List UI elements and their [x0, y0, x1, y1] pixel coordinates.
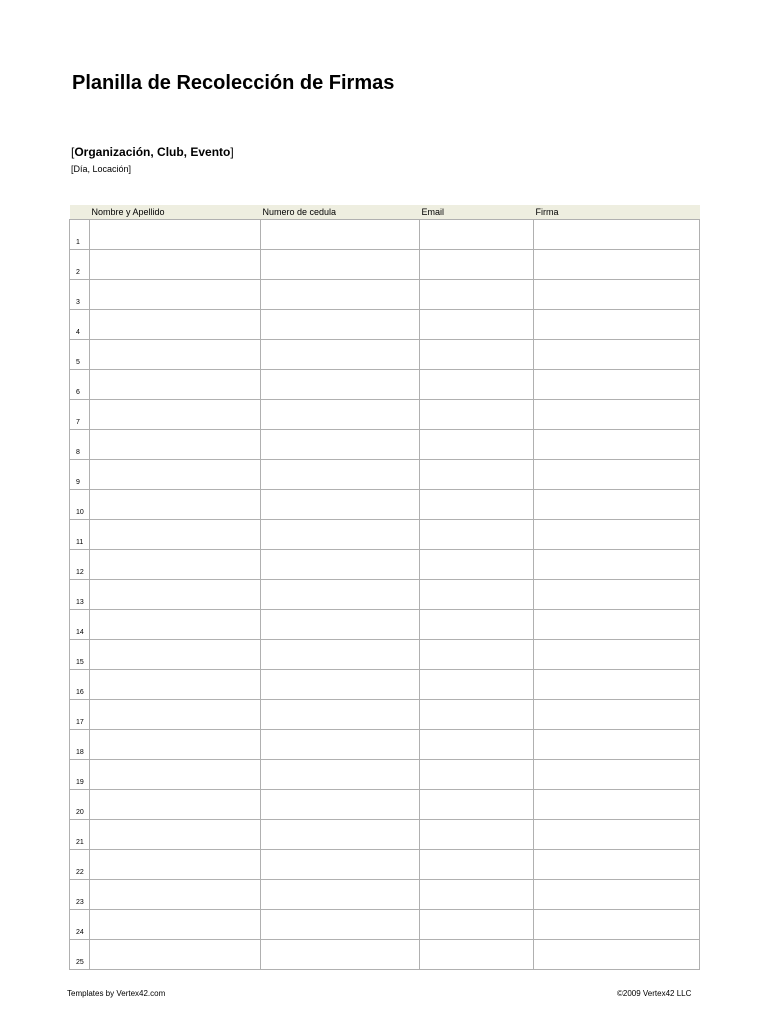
table-row: [70, 610, 700, 640]
table-row: [70, 430, 700, 460]
id-number-cell[interactable]: [261, 850, 420, 880]
row-number: 6: [70, 370, 90, 400]
email-cell[interactable]: [420, 280, 534, 310]
id-number-cell[interactable]: [261, 280, 420, 310]
table-row: [70, 280, 700, 310]
email-cell[interactable]: [420, 310, 534, 340]
name-cell[interactable]: [90, 340, 261, 370]
id-number-cell[interactable]: [261, 580, 420, 610]
row-number: 23: [70, 880, 90, 910]
footer-copyright: ©2009 Vertex42 LLC: [617, 989, 692, 998]
bracket-open: [: [71, 145, 75, 159]
signature-cell[interactable]: [534, 220, 700, 250]
id-number-cell[interactable]: [261, 640, 420, 670]
email-cell[interactable]: [420, 640, 534, 670]
name-cell[interactable]: [90, 250, 261, 280]
signature-cell[interactable]: [534, 760, 700, 790]
signature-cell[interactable]: [534, 940, 700, 970]
header-id-number: Numero de cedula: [261, 205, 420, 220]
row-number: 10: [70, 490, 90, 520]
row-number: 19: [70, 760, 90, 790]
signature-table: [69, 205, 700, 970]
name-cell[interactable]: [90, 520, 261, 550]
row-number: 1: [70, 220, 90, 250]
email-cell[interactable]: [420, 760, 534, 790]
table-row: [70, 490, 700, 520]
email-cell[interactable]: [420, 520, 534, 550]
table-row: [70, 940, 700, 970]
name-cell[interactable]: [90, 430, 261, 460]
table-row: [70, 520, 700, 550]
email-cell[interactable]: [420, 340, 534, 370]
table-row: [70, 340, 700, 370]
row-number: 22: [70, 850, 90, 880]
email-cell[interactable]: [420, 670, 534, 700]
table-row: [70, 250, 700, 280]
email-cell[interactable]: [420, 490, 534, 520]
date-location: [Día, Locación]: [71, 164, 132, 174]
row-number: 4: [70, 310, 90, 340]
signature-cell[interactable]: [534, 520, 700, 550]
row-number: 9: [70, 460, 90, 490]
id-number-cell[interactable]: [261, 490, 420, 520]
email-cell[interactable]: [420, 610, 534, 640]
email-cell[interactable]: [420, 580, 534, 610]
signature-cell[interactable]: [534, 880, 700, 910]
table-row: [70, 880, 700, 910]
name-cell[interactable]: [90, 940, 261, 970]
signature-cell[interactable]: [534, 700, 700, 730]
table-row: [70, 760, 700, 790]
document-title: Planilla de Recolección de Firmas: [72, 72, 395, 94]
id-number-cell[interactable]: [261, 430, 420, 460]
table-row: [70, 370, 700, 400]
signature-cell[interactable]: [534, 250, 700, 280]
id-number-cell[interactable]: [261, 700, 420, 730]
row-number: 3: [70, 280, 90, 310]
footer-credit: Templates by Vertex42.com: [67, 989, 166, 998]
table-row: [70, 670, 700, 700]
id-number-cell[interactable]: [261, 670, 420, 700]
row-number: 13: [70, 580, 90, 610]
table-row: [70, 790, 700, 820]
header-signature: Firma: [534, 205, 700, 220]
row-number: 21: [70, 820, 90, 850]
name-cell[interactable]: [90, 460, 261, 490]
row-number: 14: [70, 610, 90, 640]
table-row: [70, 550, 700, 580]
id-number-cell[interactable]: [261, 550, 420, 580]
row-number: 2: [70, 250, 90, 280]
email-cell[interactable]: [420, 820, 534, 850]
row-number: 15: [70, 640, 90, 670]
email-cell[interactable]: [420, 880, 534, 910]
signature-cell[interactable]: [534, 430, 700, 460]
organization-line: [71, 145, 234, 159]
signature-cell[interactable]: [534, 340, 700, 370]
name-cell[interactable]: [90, 490, 261, 520]
table-row: [70, 220, 700, 250]
id-number-cell[interactable]: [261, 340, 420, 370]
row-number: 11: [70, 520, 90, 550]
name-cell[interactable]: [90, 880, 261, 910]
name-cell[interactable]: [90, 610, 261, 640]
id-number-cell[interactable]: [261, 370, 420, 400]
signature-cell[interactable]: [534, 370, 700, 400]
bracket-close: ]: [230, 145, 234, 159]
id-number-cell[interactable]: [261, 760, 420, 790]
signature-cell[interactable]: [534, 790, 700, 820]
name-cell[interactable]: [90, 640, 261, 670]
signature-cell[interactable]: [534, 640, 700, 670]
id-number-cell[interactable]: [261, 910, 420, 940]
table-body: [70, 220, 700, 970]
row-number: 20: [70, 790, 90, 820]
table-row: [70, 730, 700, 760]
table-row: [70, 640, 700, 670]
row-number: 17: [70, 700, 90, 730]
name-cell[interactable]: [90, 220, 261, 250]
signature-cell[interactable]: [534, 280, 700, 310]
signature-cell[interactable]: [534, 610, 700, 640]
id-number-cell[interactable]: [261, 880, 420, 910]
name-cell[interactable]: [90, 760, 261, 790]
table-row: [70, 310, 700, 340]
id-number-cell[interactable]: [261, 730, 420, 760]
email-cell[interactable]: [420, 790, 534, 820]
table-row: [70, 460, 700, 490]
row-number: 8: [70, 430, 90, 460]
name-cell[interactable]: [90, 310, 261, 340]
signature-cell[interactable]: [534, 910, 700, 940]
signature-cell[interactable]: [534, 850, 700, 880]
email-cell[interactable]: [420, 730, 534, 760]
email-cell[interactable]: [420, 910, 534, 940]
table-row: [70, 910, 700, 940]
name-cell[interactable]: [90, 670, 261, 700]
signature-cell[interactable]: [534, 670, 700, 700]
id-number-cell[interactable]: [261, 940, 420, 970]
id-number-cell[interactable]: [261, 310, 420, 340]
table-row: [70, 700, 700, 730]
id-number-cell[interactable]: [261, 400, 420, 430]
email-cell[interactable]: [420, 550, 534, 580]
id-number-cell[interactable]: [261, 250, 420, 280]
id-number-cell[interactable]: [261, 460, 420, 490]
email-cell[interactable]: [420, 430, 534, 460]
signature-cell[interactable]: [534, 580, 700, 610]
row-number: 7: [70, 400, 90, 430]
email-cell[interactable]: [420, 850, 534, 880]
signature-cell[interactable]: [534, 550, 700, 580]
name-cell[interactable]: [90, 550, 261, 580]
signature-cell[interactable]: [534, 820, 700, 850]
table-row: [70, 580, 700, 610]
table-row: [70, 820, 700, 850]
name-cell[interactable]: [90, 730, 261, 760]
name-cell[interactable]: [90, 580, 261, 610]
table-header-row: [70, 205, 700, 220]
name-cell[interactable]: [90, 820, 261, 850]
signature-cell[interactable]: [534, 310, 700, 340]
id-number-cell[interactable]: [261, 820, 420, 850]
id-number-cell[interactable]: [261, 610, 420, 640]
name-cell[interactable]: [90, 700, 261, 730]
email-cell[interactable]: [420, 700, 534, 730]
table-row: [70, 400, 700, 430]
row-number: 25: [70, 940, 90, 970]
email-cell[interactable]: [420, 370, 534, 400]
signature-cell[interactable]: [534, 400, 700, 430]
row-number: 24: [70, 910, 90, 940]
signature-cell[interactable]: [534, 460, 700, 490]
row-number: 18: [70, 730, 90, 760]
email-cell[interactable]: [420, 400, 534, 430]
header-number: [70, 205, 90, 220]
row-number: 12: [70, 550, 90, 580]
name-cell[interactable]: [90, 370, 261, 400]
header-email: Email: [420, 205, 534, 220]
id-number-cell[interactable]: [261, 220, 420, 250]
email-cell[interactable]: [420, 940, 534, 970]
row-number: 16: [70, 670, 90, 700]
name-cell[interactable]: [90, 400, 261, 430]
organization-name: Organización, Club, Evento: [74, 145, 231, 159]
signature-cell[interactable]: [534, 490, 700, 520]
row-number: 5: [70, 340, 90, 370]
name-cell[interactable]: [90, 790, 261, 820]
signature-cell[interactable]: [534, 730, 700, 760]
name-cell[interactable]: [90, 910, 261, 940]
email-cell[interactable]: [420, 460, 534, 490]
name-cell[interactable]: [90, 280, 261, 310]
name-cell[interactable]: [90, 850, 261, 880]
email-cell[interactable]: [420, 250, 534, 280]
id-number-cell[interactable]: [261, 520, 420, 550]
id-number-cell[interactable]: [261, 790, 420, 820]
email-cell[interactable]: [420, 220, 534, 250]
table-row: [70, 850, 700, 880]
header-name: Nombre y Apellido: [90, 205, 261, 220]
